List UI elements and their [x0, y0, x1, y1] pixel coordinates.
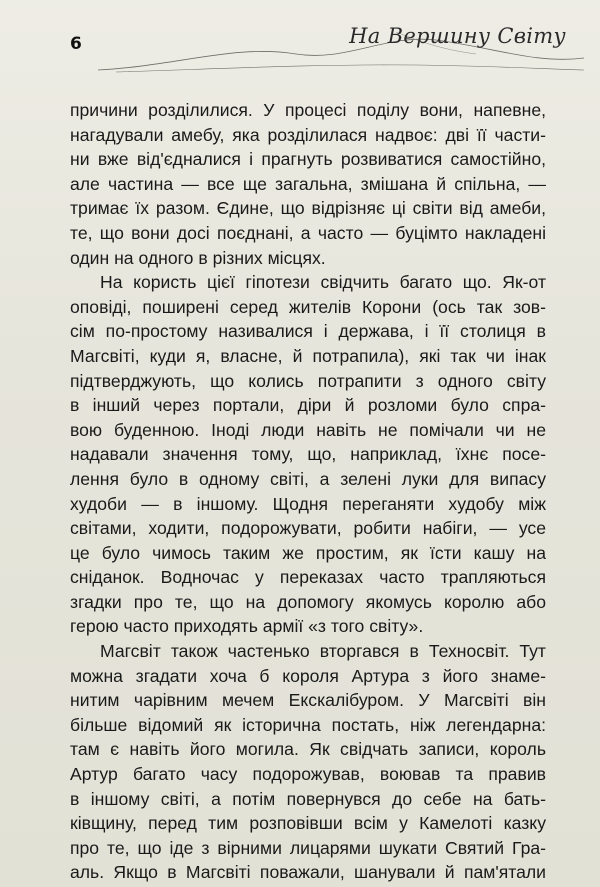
text-line: в інший через портали, діри й розломи було спра- — [70, 395, 546, 416]
text-line: один на одного в різних місцях. — [70, 247, 326, 268]
text-line: нитим чарівним мечем Екскалібуром. У Магсвіті він — [70, 690, 546, 711]
text-line: оповіді, поширені серед жителів Корони (ось так зов- — [70, 296, 546, 317]
text-line: в іншому світі, а потім повернувся до себе на бать- — [70, 788, 546, 809]
text-line: ни вже від'єдналися і прагнуть розвиватися самостійно, — [70, 149, 546, 170]
text-line: Магсвіті, куди я, власне, й потрапила), які так чи інак — [70, 345, 546, 366]
text-line: це було чимось таким же простим, як їсти кашу на — [70, 542, 546, 563]
body-text — [70, 98, 546, 885]
page-number: 6 — [70, 34, 82, 54]
text-line: аль. Якщо в Магсвіті поважали, шанували й пам'ятали — [70, 862, 546, 883]
text-line: герою часто приходять армії «з того світу». — [70, 616, 424, 637]
text-line: Артур багато часу подорожував, воював та правив — [70, 764, 546, 785]
text-line: сніданок. Водночас у переказах часто трапляються — [70, 567, 546, 588]
page-header — [0, 0, 600, 80]
text-line: вою буденною. Іноді люди навіть не помічали чи не — [70, 419, 546, 440]
text-line: те, що вони досі поєднані, а часто — буцімто накладені — [70, 222, 546, 243]
text-line: можна згадати хоча б короля Артура з його знаме- — [70, 665, 546, 686]
text-line: згадки про те, що на допомогу якомусь королю або — [70, 591, 546, 612]
text-line: причини розділилися. У процесі поділу вони, напевне, — [70, 100, 546, 120]
text-line: про те, що іде з вірними лицарями шукати Святий Гра- — [70, 837, 546, 858]
text-line: нагадували амебу, яка розділилася надвоє: дві її части- — [70, 124, 546, 145]
text-line: лення було в одному світі, а зелені луки для випасу — [70, 468, 546, 489]
text-line: ківщину, перед тим розповівши всім у Камелоті казку — [70, 813, 546, 834]
text-line: тримає їх разом. Єдине, що відрізняє ці світи від амеби, — [70, 198, 546, 219]
text-line: більше відомий як історична постать, ніж легендарна: — [70, 714, 546, 735]
running-title: На Вершину Світу — [349, 24, 566, 48]
text-line: там є навіть його могила. Як свідчать записи, король — [70, 739, 546, 760]
text-line: підтверджують, що колись потрапити з одного світу — [70, 370, 546, 391]
text-line: Магсвіт також частенько вторгався в Техносвіт. Тут — [100, 641, 546, 662]
text-line: світами, ходити, подорожувати, робити набіги, — усе — [70, 518, 546, 539]
text-line: сім по-простому називалися і держава, і її столиця в — [70, 321, 546, 342]
text-line: надавали значення тому, що, наприклад, їхнє посе- — [70, 444, 546, 465]
text-line: На користь цієї гіпотези свідчить багато що. Як-от — [100, 272, 546, 293]
text-line: але частина — все ще загальна, змішана й спільна, — — [70, 173, 546, 194]
text-line: худоби — в іншому. Щодня переганяти худобу між — [70, 493, 546, 514]
